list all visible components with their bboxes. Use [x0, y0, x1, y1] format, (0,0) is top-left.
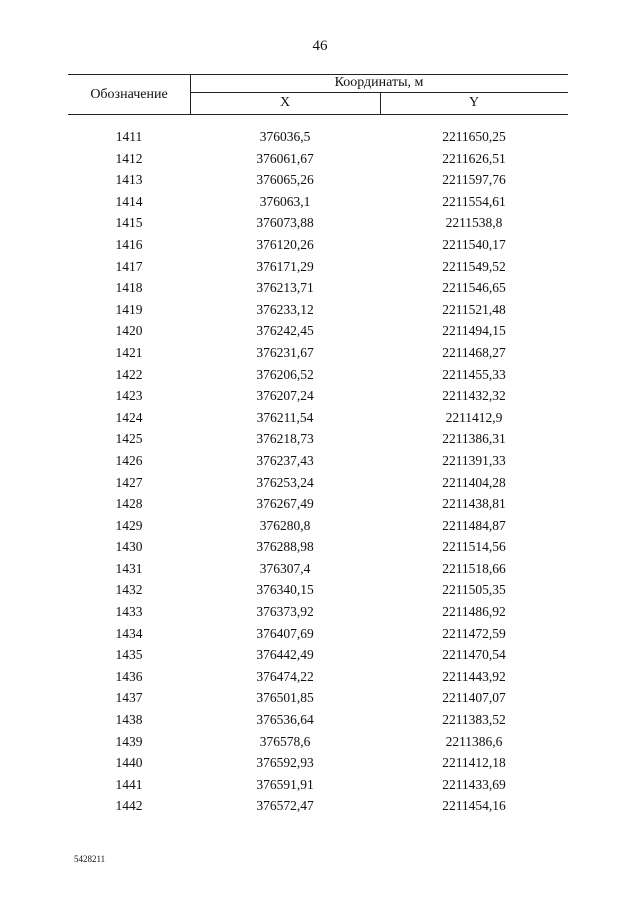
y-coordinate-cell: 2211432,32 [442, 388, 506, 404]
header-bottom-rule [68, 114, 568, 115]
y-coordinate-cell: 2211597,76 [442, 172, 506, 188]
point-id-cell: 1412 [115, 150, 143, 166]
table-row [68, 234, 568, 256]
x-coordinate-cell: 376207,24 [256, 388, 314, 404]
point-id-cell: 1442 [115, 798, 143, 814]
header-coordinates-rule [190, 92, 568, 93]
table-row [68, 320, 568, 342]
y-coordinate-cell: 2211650,25 [442, 129, 506, 144]
point-id-cell: 1424 [115, 409, 143, 425]
point-id-cell: 1418 [115, 280, 143, 296]
y-coordinate-cell: 2211455,33 [442, 366, 506, 382]
x-coordinate-cell: 376307,4 [259, 560, 311, 576]
y-coordinate-cell: 2211468,27 [442, 344, 506, 360]
y-coordinate-cell: 2211540,17 [442, 236, 506, 252]
x-coordinate-cell: 376036,5 [259, 129, 311, 144]
table-row [68, 666, 568, 688]
table-row [68, 774, 568, 796]
x-coordinate-cell: 376407,69 [256, 625, 314, 641]
y-coordinate-cell: 2211470,54 [442, 647, 506, 663]
table-row [68, 472, 568, 494]
y-coordinate-cell: 2211626,51 [442, 150, 506, 166]
y-coordinate-cell: 2211386,6 [445, 733, 503, 749]
header-designation: Обозначение [90, 87, 168, 102]
x-coordinate-cell: 376218,73 [256, 431, 314, 447]
y-coordinate-cell: 2211484,87 [442, 517, 506, 533]
x-coordinate-cell: 376572,47 [256, 798, 314, 814]
x-coordinate-cell: 376474,22 [256, 668, 314, 684]
table-row [68, 731, 568, 753]
table-header [68, 74, 568, 114]
x-coordinate-cell: 376267,49 [256, 496, 314, 512]
y-coordinate-cell: 2211505,35 [442, 582, 506, 598]
point-id-cell: 1417 [115, 258, 143, 274]
table-row [68, 364, 568, 386]
x-coordinate-cell: 376061,67 [256, 150, 314, 166]
table-row [68, 795, 568, 817]
y-coordinate-cell: 2211521,48 [442, 301, 506, 317]
table-row [68, 536, 568, 558]
y-coordinate-cell: 2211391,33 [442, 452, 506, 468]
point-id-cell: 1431 [115, 560, 143, 576]
y-coordinate-cell: 2211438,81 [442, 496, 506, 512]
x-coordinate-cell: 376206,52 [256, 366, 314, 382]
x-coordinate-cell: 376063,1 [259, 193, 311, 209]
y-coordinate-cell: 2211443,92 [442, 668, 506, 684]
coordinates-table-body [68, 126, 568, 817]
x-coordinate-cell: 376233,12 [256, 301, 314, 317]
y-coordinate-cell: 2211472,59 [442, 625, 506, 641]
point-id-cell: 1439 [115, 733, 143, 749]
point-id-cell: 1419 [115, 301, 143, 317]
point-id-cell: 1421 [115, 344, 143, 360]
point-id-cell: 1422 [115, 366, 143, 382]
table-row [68, 493, 568, 515]
point-id-cell: 1427 [115, 474, 143, 490]
y-coordinate-cell: 2211494,15 [442, 323, 506, 339]
y-coordinate-cell: 2211407,07 [442, 690, 506, 706]
point-id-cell: 1416 [115, 236, 143, 252]
x-coordinate-cell: 376373,92 [256, 604, 314, 620]
point-id-cell: 1438 [115, 712, 143, 728]
point-id-cell: 1434 [115, 625, 143, 641]
y-coordinate-cell: 2211514,56 [442, 539, 506, 555]
y-coordinate-cell: 2211546,65 [442, 280, 506, 296]
point-id-cell: 1440 [115, 755, 143, 771]
header-coordinates: Координаты, м [334, 75, 424, 90]
header-x: X [279, 95, 291, 110]
point-id-cell: 1437 [115, 690, 143, 706]
table-row [68, 407, 568, 429]
x-coordinate-cell: 376073,88 [256, 215, 314, 231]
y-coordinate-cell: 2211404,28 [442, 474, 506, 490]
x-coordinate-cell: 376501,85 [256, 690, 314, 706]
point-id-cell: 1428 [115, 496, 143, 512]
table-row [68, 752, 568, 774]
table-row [68, 579, 568, 601]
point-id-cell: 1432 [115, 582, 143, 598]
x-coordinate-cell: 376211,54 [256, 409, 314, 425]
point-id-cell: 1420 [115, 323, 143, 339]
point-id-cell: 1411 [115, 129, 143, 144]
y-coordinate-cell: 2211554,61 [442, 193, 506, 209]
table-row [68, 687, 568, 709]
point-id-cell: 1415 [115, 215, 143, 231]
table-row [68, 601, 568, 623]
point-id-cell: 1413 [115, 172, 143, 188]
table-row [68, 169, 568, 191]
x-coordinate-cell: 376442,49 [256, 647, 314, 663]
point-id-cell: 1426 [115, 452, 143, 468]
point-id-cell: 1423 [115, 388, 143, 404]
table-row [68, 515, 568, 537]
point-id-cell: 1433 [115, 604, 143, 620]
table-row [68, 148, 568, 170]
point-id-cell: 1436 [115, 668, 143, 684]
y-coordinate-cell: 2211549,52 [442, 258, 506, 274]
table-row [68, 126, 568, 148]
table-row [68, 212, 568, 234]
point-id-cell: 1435 [115, 647, 143, 663]
x-coordinate-cell: 376120,26 [256, 236, 314, 252]
x-coordinate-cell: 376231,67 [256, 344, 314, 360]
point-id-cell: 1441 [115, 776, 143, 792]
table-row [68, 623, 568, 645]
page-number: 46 [312, 38, 328, 54]
table-row [68, 342, 568, 364]
table-row [68, 558, 568, 580]
x-coordinate-cell: 376578,6 [259, 733, 311, 749]
table-row [68, 299, 568, 321]
y-coordinate-cell: 2211412,9 [445, 409, 503, 425]
table-row [68, 385, 568, 407]
x-coordinate-cell: 376065,26 [256, 172, 314, 188]
x-coordinate-cell: 376288,98 [256, 539, 314, 555]
y-coordinate-cell: 2211454,16 [442, 798, 506, 814]
table-row [68, 428, 568, 450]
point-id-cell: 1414 [115, 193, 143, 209]
y-coordinate-cell: 2211538,8 [445, 215, 503, 231]
footer-code: 5428211 [74, 854, 106, 864]
x-coordinate-cell: 376253,24 [256, 474, 314, 490]
point-id-cell: 1425 [115, 431, 143, 447]
table-row [68, 709, 568, 731]
table-row [68, 277, 568, 299]
table-row [68, 256, 568, 278]
x-coordinate-cell: 376280,8 [259, 517, 311, 533]
point-id-cell: 1429 [115, 517, 143, 533]
x-coordinate-cell: 376237,43 [256, 452, 314, 468]
table-row [68, 191, 568, 213]
y-coordinate-cell: 2211518,66 [442, 560, 506, 576]
point-id-cell: 1430 [115, 539, 143, 555]
table-row [68, 644, 568, 666]
y-coordinate-cell: 2211433,69 [442, 776, 506, 792]
x-coordinate-cell: 376213,71 [256, 280, 314, 296]
x-coordinate-cell: 376171,29 [256, 258, 314, 274]
x-coordinate-cell: 376340,15 [256, 582, 314, 598]
y-coordinate-cell: 2211412,18 [442, 755, 506, 771]
y-coordinate-cell: 2211486,92 [442, 604, 506, 620]
header-y: Y [468, 95, 480, 110]
table-row [68, 450, 568, 472]
y-coordinate-cell: 2211386,31 [442, 431, 506, 447]
x-coordinate-cell: 376536,64 [256, 712, 314, 728]
x-coordinate-cell: 376591,91 [256, 776, 314, 792]
x-coordinate-cell: 376592,93 [256, 755, 314, 771]
x-coordinate-cell: 376242,45 [256, 323, 314, 339]
y-coordinate-cell: 2211383,52 [442, 712, 506, 728]
